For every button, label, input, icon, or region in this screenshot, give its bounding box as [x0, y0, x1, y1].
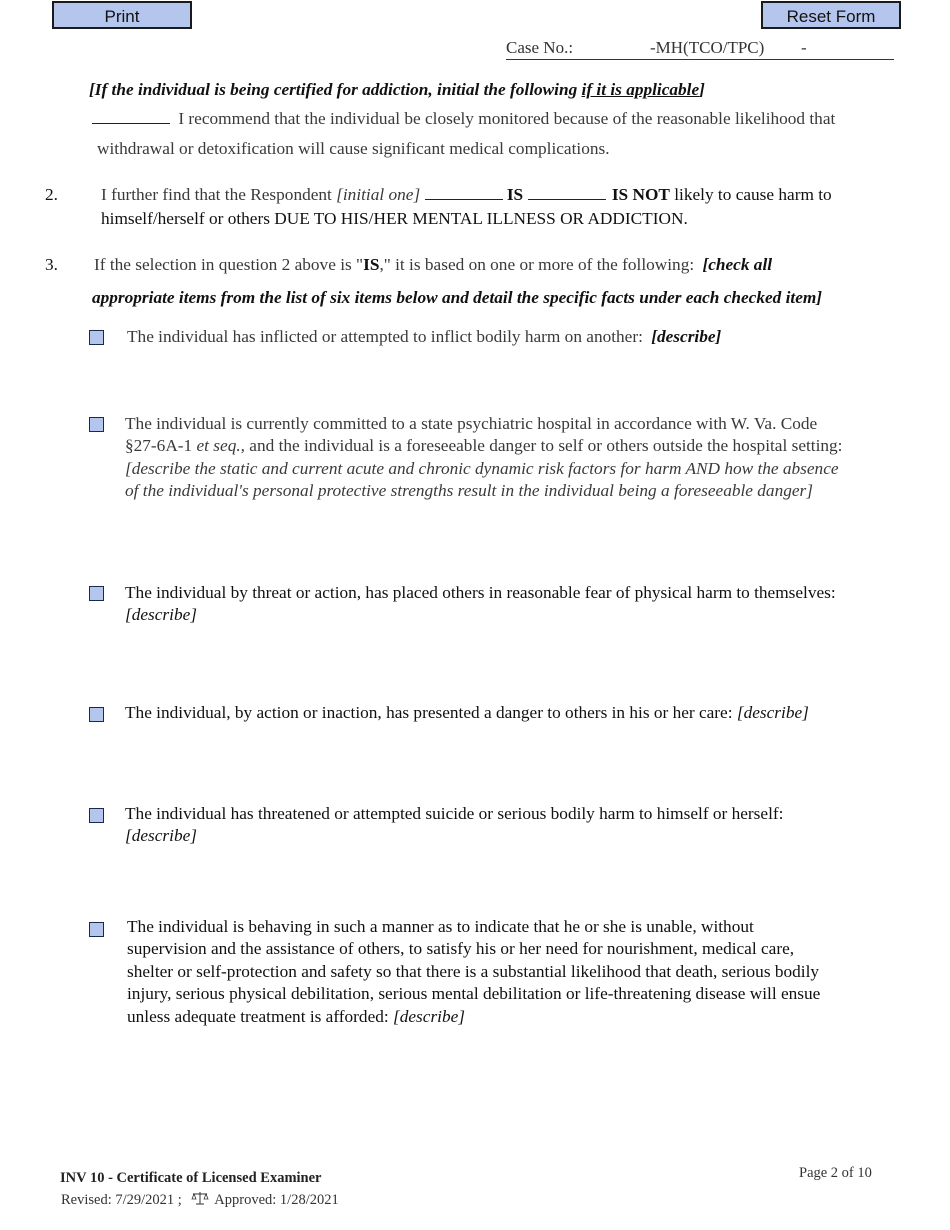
- item-5-checkbox[interactable]: [89, 808, 104, 823]
- case-number-label: Case No.:: [506, 38, 574, 57]
- item-6-text: The individual is behaving in such a manner as to indicate that he or she is unable, without supervision and the assistance of others, to satisfy his or her need for nourishment, medical care, shelter or self-protection and safety so that there is a substantial likelihood that death, serious bodily injury, serious physical debilitation, serious mental debilitation or life-threatening disease will ensue unless adequate treatment is afforded: [describe]: [127, 917, 821, 1026]
- scales-icon: [191, 1191, 209, 1205]
- addiction-line-2: withdrawal or detoxification will cause significant medical complications.: [97, 139, 610, 158]
- item-3-text: The individual by threat or action, has placed others in reasonable fear of physical harm to themselves: [describe]: [125, 583, 836, 625]
- item-4-checkbox[interactable]: [89, 707, 104, 722]
- q2-line-2: himself/herself or others DUE TO HIS/HER MENTAL ILLNESS OR ADDICTION.: [101, 209, 688, 228]
- item-2-checkbox[interactable]: [89, 417, 104, 432]
- q2-number: 2.: [45, 185, 58, 204]
- reset-form-button[interactable]: Reset Form: [761, 1, 901, 29]
- case-number-field[interactable]: [506, 38, 894, 60]
- item-1-text: The individual has inflicted or attempted to inflict bodily harm on another: [describe]: [127, 327, 722, 346]
- item-1-checkbox[interactable]: [89, 330, 104, 345]
- item-2-text: The individual is currently committed to a state psychiatric hospital in accordance with W. Va. Code §27-6A-1 et seq., and the individual is a foreseeable danger to self or others outside the hospital setting: [describe the static and current acute and chronic dynamic risk factors for harm AND how the absence of the individual's personal protective strengths result in the individual being a foreseeable danger]: [125, 414, 843, 501]
- q3-line-1: If the selection in question 2 above is "IS," it is based on one or more of the following: [check all: [94, 255, 773, 274]
- q2-is-blank[interactable]: [425, 185, 503, 200]
- addiction-heading: [If the individual is being certified for addiction, initial the following if it is applicable]: [89, 80, 705, 99]
- item-3-checkbox[interactable]: [89, 586, 104, 601]
- addiction-initial-blank[interactable]: [92, 109, 170, 124]
- q2-line-1: I further find that the Respondent [initial one] IS IS NOT likely to cause harm to: [101, 185, 832, 204]
- print-button[interactable]: Print: [52, 1, 192, 29]
- item-6-checkbox[interactable]: [89, 922, 104, 937]
- q3-number: 3.: [45, 255, 58, 274]
- q2-isnot-blank[interactable]: [528, 185, 606, 200]
- addiction-initial-line: I recommend that the individual be closely monitored because of the reasonable likelihood that: [92, 108, 835, 130]
- footer-form-title: INV 10 - Certificate of Licensed Examiner: [60, 1170, 322, 1186]
- footer-revision: Revised: 7/29/2021 ; Approved: 1/28/2021: [61, 1192, 339, 1208]
- footer-page-number: Page 2 of 10: [799, 1165, 872, 1181]
- case-number-suffix: -MH(TCO/TPC): [650, 38, 765, 57]
- case-number-dash: -: [801, 38, 807, 57]
- item-5-text: The individual has threatened or attempted suicide or serious bodily harm to himself or herself: [describe]: [125, 804, 784, 846]
- q3-line-2: appropriate items from the list of six items below and detail the specific facts under each checked item]: [92, 288, 823, 307]
- item-4-text: The individual, by action or inaction, has presented a danger to others in his or her care: [describe]: [125, 703, 809, 722]
